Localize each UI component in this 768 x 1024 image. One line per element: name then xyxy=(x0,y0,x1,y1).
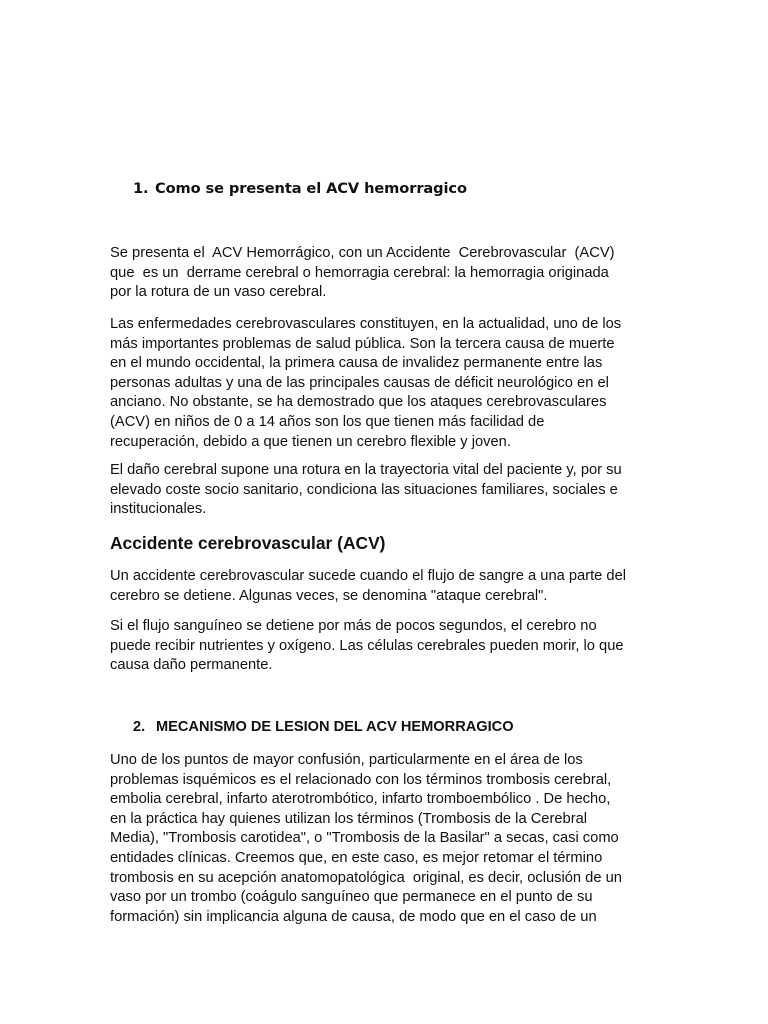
paragraph-accidente xyxy=(110,567,670,606)
text-line: trombosis en su acepción anatomopatológica original, es decir, oclusión de un xyxy=(110,869,622,886)
text-line: por la rotura de un vaso cerebral. xyxy=(110,284,327,301)
text-line: Si el flujo sanguíneo se detiene por más de pocos segundos, el cerebro no xyxy=(110,618,597,634)
text-line: en el mundo occidental, la primera causa de invalidez permanente entre las xyxy=(110,355,603,372)
section-2-heading xyxy=(133,719,514,735)
paragraph-mecanismo xyxy=(110,751,670,927)
text-line: que es un derrame cerebral o hemorragia cerebral: la hemorragia originada xyxy=(110,264,609,281)
section-2-number: 2. xyxy=(133,719,146,735)
text-line: anciano. No obstante, se ha demostrado que los ataques cerebrovasculares xyxy=(110,394,607,411)
text-line: entidades clínicas. Creemos que, en este caso, es mejor retomar el término xyxy=(110,849,603,866)
heading-accidente-cerebrovascular: Accidente cerebrovascular (ACV) xyxy=(110,533,386,553)
text-line: elevado coste socio sanitario, condiciona las situaciones familiares, sociales e xyxy=(110,481,618,498)
text-line: en la práctica hay quienes utilizan los términos (Trombosis de la Cerebral xyxy=(110,810,588,827)
text-line: embolia cerebral, infarto aterotrombótico, infarto tromboembólico . De hecho, xyxy=(110,791,611,808)
text-line: Un accidente cerebrovascular sucede cuando el flujo de sangre a una parte del xyxy=(110,568,627,584)
section-1-number: 1. xyxy=(133,180,149,197)
text-line: (ACV) en niños de 0 a 14 años son los que tienen más facilidad de xyxy=(110,413,545,430)
text-line: vaso por un trombo (coágulo sanguíneo que permanece en el punto de su xyxy=(110,889,593,906)
text-line: problemas isquémicos es el relacionado con los términos trombosis cerebral, xyxy=(110,771,612,788)
text-line: personas adultas y una de las principales causas de déficit neurológico en el xyxy=(110,374,609,391)
text-line: El daño cerebral supone una rotura en la trayectoria vital del paciente y, por su xyxy=(110,462,622,478)
text-line: Uno de los puntos de mayor confusión, particularmente en el área de los xyxy=(110,752,583,768)
paragraph-flujo xyxy=(110,617,670,676)
text-line: formación) sin implicancia alguna de causa, de modo que en el caso de un xyxy=(110,908,597,925)
text-line: puede recibir nutrientes y oxígeno. Las células cerebrales pueden morir, lo que xyxy=(110,637,624,654)
section-2-title: MECANISMO DE LESION DEL ACV HEMORRAGICO xyxy=(156,719,514,735)
paragraph-intro xyxy=(110,244,670,303)
text-line: Se presenta el ACV Hemorrágico, con un Accidente Cerebrovascular (ACV) xyxy=(110,245,615,261)
text-line: causa daño permanente. xyxy=(110,657,273,674)
text-line: institucionales. xyxy=(110,501,207,518)
text-line: Las enfermedades cerebrovasculares constituyen, en la actualidad, uno de los xyxy=(110,316,622,332)
text-line: recuperación, debido a que tienen un cerebro flexible y joven. xyxy=(110,433,511,450)
text-line: más importantes problemas de salud pública. Son la tercera causa de muerte xyxy=(110,335,615,352)
section-1-heading xyxy=(133,180,467,197)
paragraph-dano xyxy=(110,461,670,520)
text-line: cerebro se detiene. Algunas veces, se denomina "ataque cerebral". xyxy=(110,587,548,604)
paragraph-enfermedades xyxy=(110,315,670,452)
section-1-title: Como se presenta el ACV hemorragico xyxy=(155,180,467,197)
text-line: Media), "Trombosis carotidea", o "Trombosis de la Basilar" a secas, casi como xyxy=(110,830,619,847)
